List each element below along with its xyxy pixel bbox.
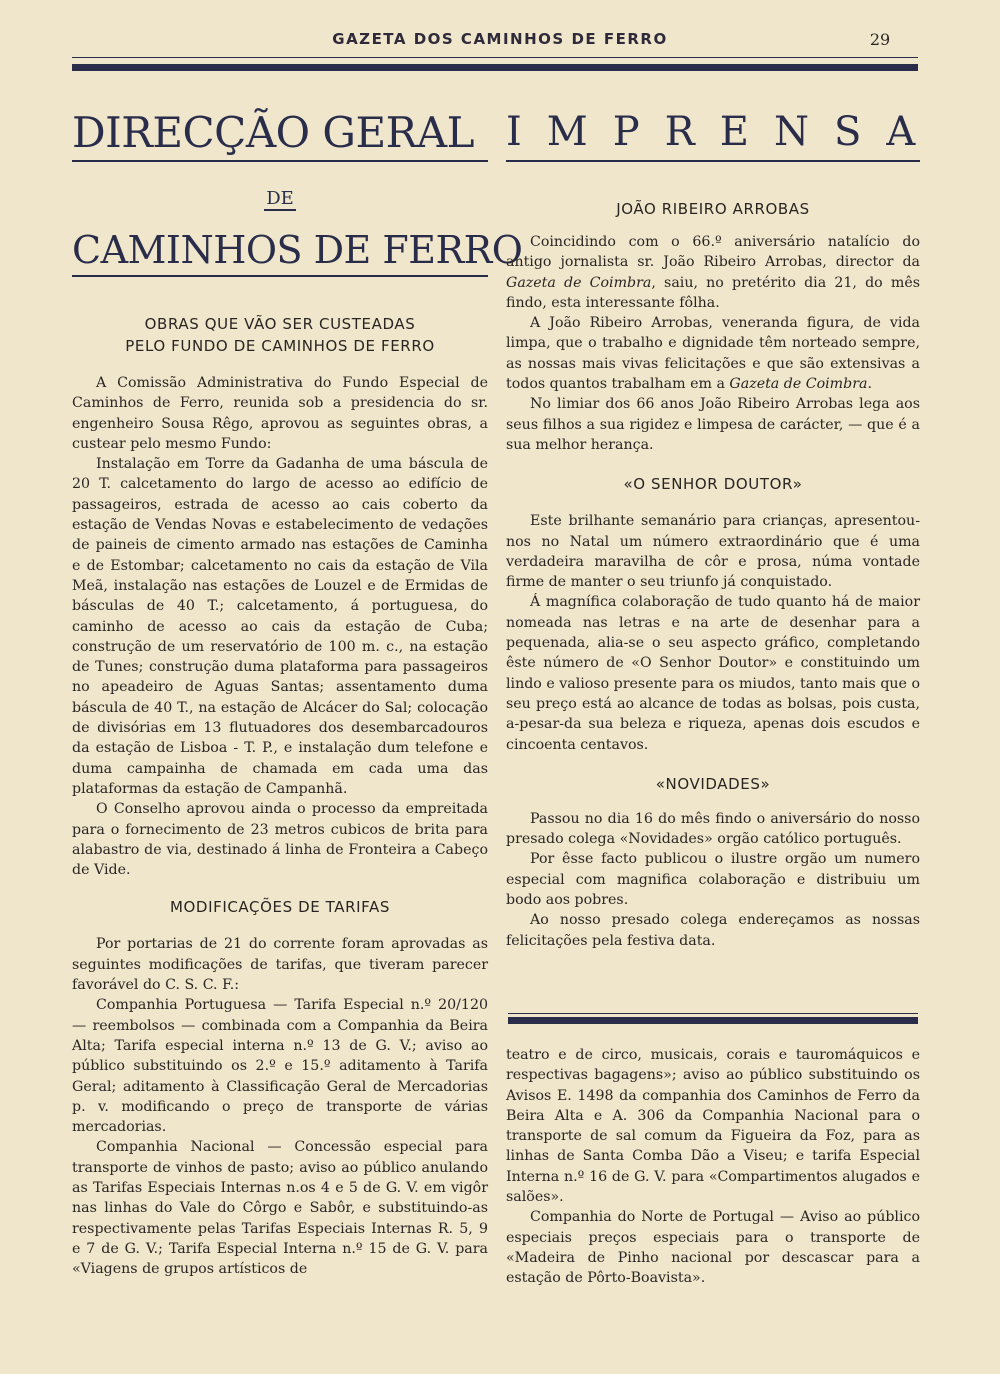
header-rule-thin bbox=[72, 57, 918, 58]
paragraph: No limiar dos 66 anos João Ribeiro Arrobas lega aos seus filhos a sua rigidez e limpesa de carácter, — que é a sua melhor herança. bbox=[506, 396, 920, 453]
paragraph: Passou no dia 16 do mês findo o aniversário do nosso presado colega «Novidades» orgão católico português. bbox=[506, 810, 920, 848]
section-title-direccao-geral: DIRECÇÃO GERAL bbox=[72, 108, 474, 157]
heading-modificacoes: MODIFICAÇÕES DE TARIFAS bbox=[169, 898, 391, 917]
paragraph bbox=[506, 313, 920, 394]
title-de: DE bbox=[266, 188, 294, 209]
paragraph: Este brilhante semanário para crianças, apresentou-nos no Natal um número extraordinário que é uma verdadeira maravilha de côr e prosa, núma vontade firme de manter o seu triunfo já conquistado. bbox=[506, 513, 920, 591]
paragraph: Companhia do Norte de Portugal — Aviso ao público especiais preços especiais para o transporte de «Madeira de Pinho nacional por descascar para a estação de Pôrto-Boavista». bbox=[506, 1209, 920, 1287]
heading-obras bbox=[72, 313, 488, 357]
right-column-continuation bbox=[506, 1045, 920, 1289]
title-underline-2 bbox=[72, 275, 488, 277]
title-de-wrap bbox=[72, 188, 488, 209]
title-underline-imprensa bbox=[506, 160, 920, 162]
paragraph: Por êsse facto publicou o ilustre orgão um numero especial com magnifica colaboração e distribuiu um bodo aos pobres. bbox=[506, 851, 920, 909]
paragraph: Ao nosso presado colega endereçamos as nossas felicitações pela festiva data. bbox=[506, 912, 920, 949]
heading-obras-line2: PELO FUNDO DE CAMINHOS DE FERRO bbox=[125, 337, 435, 355]
publication-name: Gazeta de Coimbra bbox=[729, 376, 868, 393]
paragraph: A Comissão Administrativa do Fundo Especial de Caminhos de Ferro, reunida sob a presidencia do sr. engenheiro Sousa Rêgo, aprovou as seguintes obras, a custear pelo mesmo Fundo: bbox=[72, 375, 488, 452]
paragraph bbox=[506, 232, 920, 313]
text: , saiu, no pretérito dia 21, do mês findo, esta interessante fôlha. bbox=[506, 274, 920, 311]
section-title-imprensa: IMPRENSA bbox=[506, 109, 941, 155]
right-column bbox=[506, 109, 941, 951]
running-header: GAZETA DOS CAMINHOS DE FERRO bbox=[332, 30, 668, 48]
paragraph: Por portarias de 21 do corrente foram aprovadas as seguintes modificações de tarifas, que tiveram parecer favorável do C. S. C. F.: bbox=[72, 936, 488, 994]
paragraph: Companhia Nacional — Concessão especial para transporte de vinhos de pasto; aviso ao público anulando as Tarifas Especiais Internas n.os 4 e 5 de G. V. em vigôr nas linhas do Vale do Côrgo e Sabôr, e substituindo-as respectivamente pelas Tarifas Especiais Internas R. 5, 9 e 7 de G. V.; Tarifa Especial Interna n.º 15 de G. V. para «Viagens de grupos artísticos de bbox=[72, 1139, 488, 1278]
paragraph: Instalação em Torre da Gadanha de uma báscula de 20 T. calcetamento do largo de acesso ao edifício de passageiros, estrada de acesso ao cais coberto da estação de Vendas Novas e estabelecimento de vedações de paineis de cimento armado nas estações de Caminha e de Estombar; calcetamento no cais da estação de Vila Meã, instalação nas estações de Louzel e de Ermidas de básculas de 40 T.; calcetamento, á portuguesa, do caminho de acesso ao cais da estação de Cuba; construção de um reservatório de 100 m. c., na estação de Tunes; construção duma plataforma para passageiros no apeadeiro de Aguas Santas; assentamento duma báscula de 40 T., na estação de Alcácer do Sal; colocação de divisórias em 13 flutuadores dos desembarcadouros da estação de Lisboa - T. P., e instalação dum telefone e duma campainha de chamada em cada uma das plataformas da estação de Campanhã. bbox=[72, 456, 488, 797]
text: A João Ribeiro Arrobas, veneranda figura, de vida limpa, que o trabalho e dignidade têm norteado sempre, as nossas mais vivas felicitações e que são extensivas a todos quantos trabalham em a bbox=[506, 315, 920, 393]
right-body-2 bbox=[506, 511, 920, 755]
heading-obras-line1: OBRAS QUE VÃO SER CUSTEADAS bbox=[144, 315, 416, 333]
left-body-2 bbox=[72, 934, 488, 1279]
heading-senhor-doutor: «O SENHOR DOUTOR» bbox=[623, 475, 803, 494]
section-title-caminhos-de-ferro: CAMINHOS DE FERRO bbox=[72, 228, 523, 272]
paragraph: teatro e de circo, musicais, corais e tauromáquicos e respectivas bagagens»; aviso ao público substituindo os Avisos E. 1498 da companhia dos Caminhos de Ferro da Beira Alta e A. 306 da Companhia Nacional para o transporte de sal comum da Figueira da Foz, para as linhas de Santa Comba Dão a Viseu; e tarifa Especial Interna n.º 16 de G. V. para «Compartimentos alugados e salões». bbox=[506, 1047, 920, 1206]
page-number: 29 bbox=[869, 30, 891, 49]
left-body-1 bbox=[72, 373, 488, 880]
heading-novidades: «NOVIDADES» bbox=[655, 774, 771, 793]
paragraph: Á magnífica colaboração de tudo quanto há de maior nomeada nas letras e na arte de desenhar para a pequenada, alia-se o seu aspecto gráfico, completando êste número de «O Senhor Doutor» e constituindo um lindo e valioso presente para os miudos, tanto mais que o seu preço está ao alcance de todas as bolsas, pois custa, a-pesar-da sua beleza e riqueza, apenas dois escudos e cincoenta centavos. bbox=[506, 594, 920, 753]
text: . bbox=[867, 376, 872, 393]
heading-joao-ribeiro: JOÃO RIBEIRO ARROBAS bbox=[616, 200, 810, 218]
header-rule-thick bbox=[72, 64, 918, 71]
separator-rule-thin bbox=[508, 1013, 918, 1014]
publication-name: Gazeta de Coimbra bbox=[506, 274, 652, 291]
right-body-3 bbox=[506, 809, 920, 951]
title-underline bbox=[72, 160, 488, 162]
left-column bbox=[72, 108, 523, 1279]
paragraph: O Conselho aprovou ainda o processo da empreitada para o fornecimento de 23 metros cubicos de brita para alabastro de via, destinado á linha de Fronteira a Cabeço de Vide. bbox=[72, 801, 488, 879]
paragraph: Companhia Portuguesa — Tarifa Especial n.º 20/120 — reembolsos — combinada com a Companhia da Beira Alta; Tarifa especial interna n.º 13 de G. V.; aviso ao público substituindo os 2.º e 15.º aditamento à Tarifa Geral; aditamento à Classificação Geral de Mercadorias p. v. modificando o preço de transporte de várias mercadorias. bbox=[72, 997, 488, 1136]
right-body-1 bbox=[506, 232, 920, 455]
separator-rule-thick bbox=[508, 1017, 918, 1024]
text: Coincidindo com o 66.º aniversário natalício do antigo jornalista sr. João Ribeiro Arrobas, director da bbox=[506, 234, 920, 271]
